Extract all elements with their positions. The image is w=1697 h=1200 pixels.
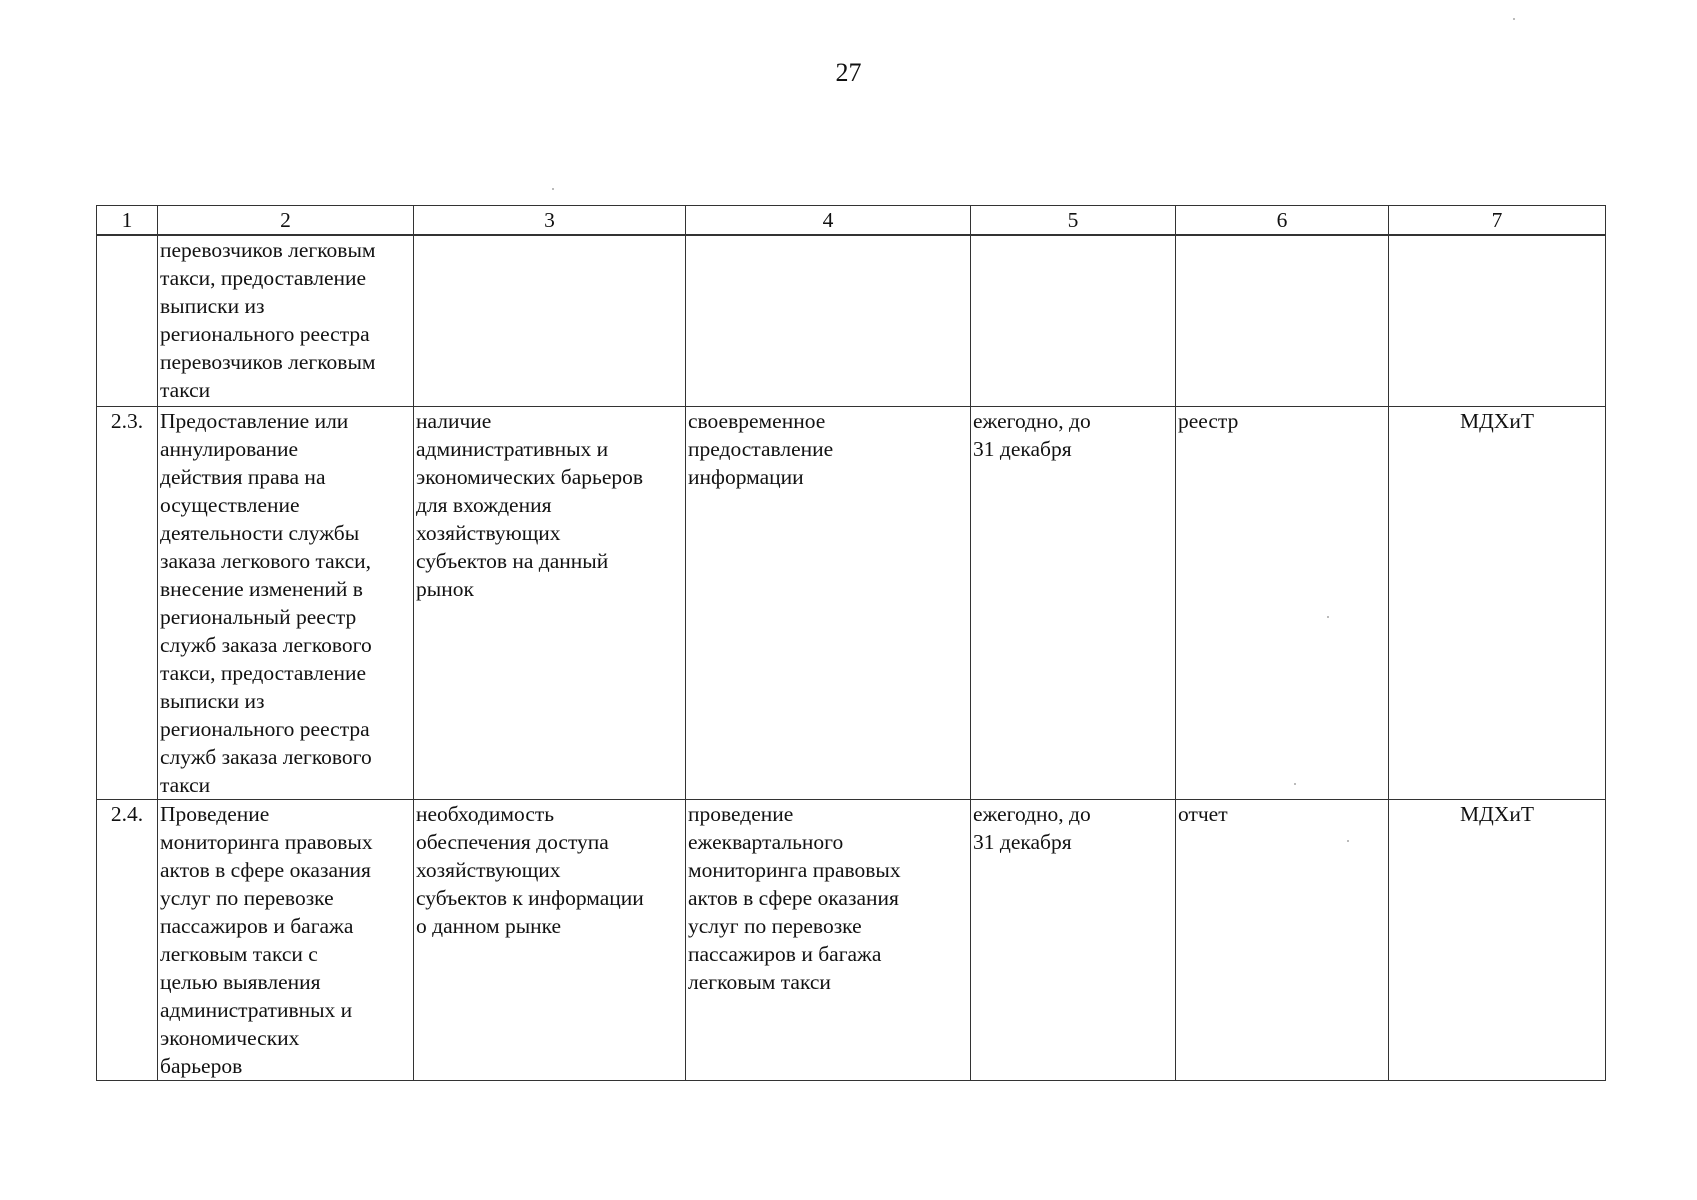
deadline-cell xyxy=(971,235,1176,407)
header-col-1: 1 xyxy=(97,206,158,236)
page-number: 27 xyxy=(835,58,862,87)
problem-cell xyxy=(414,235,686,407)
document-cell xyxy=(1176,235,1389,407)
responsible-cell: МДХиТ xyxy=(1389,800,1606,1081)
result-cell xyxy=(686,235,971,407)
document-cell: реестр xyxy=(1176,407,1389,800)
problem-cell: наличие административных и экономических барьеров для вхождения хозяйствующих субъектов на данный рынок xyxy=(414,407,686,800)
header-col-5: 5 xyxy=(971,206,1176,236)
measure-cell: перевозчиков легковым такси, предоставление выписки из регионального реестра перевозчиков легковым такси xyxy=(158,235,414,407)
result-cell: своевременное предоставление информации xyxy=(686,407,971,800)
scan-speck xyxy=(1327,616,1329,618)
header-col-3: 3 xyxy=(414,206,686,236)
responsible-cell xyxy=(1389,235,1606,407)
scan-speck xyxy=(1347,840,1349,842)
header-row xyxy=(97,206,1606,236)
row-number xyxy=(97,235,158,407)
header-col-7: 7 xyxy=(1389,206,1606,236)
scan-speck xyxy=(552,188,554,190)
deadline-cell: ежегодно, до 31 декабря xyxy=(971,800,1176,1081)
result-cell: проведение ежеквартального мониторинга правовых актов в сфере оказания услуг по перевозке пассажиров и багажа легковым такси xyxy=(686,800,971,1081)
table-row xyxy=(97,800,1606,1081)
deadline-cell: ежегодно, до 31 декабря xyxy=(971,407,1176,800)
header-col-4: 4 xyxy=(686,206,971,236)
scan-speck xyxy=(1294,783,1296,785)
measure-cell: Проведение мониторинга правовых актов в сфере оказания услуг по перевозке пассажиров и багажа легковым такси с целью выявления административных и экономических барьеров xyxy=(158,800,414,1081)
document-cell: отчет xyxy=(1176,800,1389,1081)
responsible-cell: МДХиТ xyxy=(1389,407,1606,800)
row-number: 2.4. xyxy=(97,800,158,1081)
header-col-2: 2 xyxy=(158,206,414,236)
row-number: 2.3. xyxy=(97,407,158,800)
table-row xyxy=(97,235,1606,407)
header-col-6: 6 xyxy=(1176,206,1389,236)
measure-cell: Предоставление или аннулирование действия права на осуществление деятельности службы заказа легкового такси, внесение изменений в региональный реестр служб заказа легкового такси, предоставление выписки из регионального реестра служб заказа легкового такси xyxy=(158,407,414,800)
problem-cell: необходимость обеспечения доступа хозяйствующих субъектов к информации о данном рынке xyxy=(414,800,686,1081)
table-row xyxy=(97,407,1606,800)
scan-speck xyxy=(1513,18,1515,20)
measures-table xyxy=(96,205,1606,1081)
